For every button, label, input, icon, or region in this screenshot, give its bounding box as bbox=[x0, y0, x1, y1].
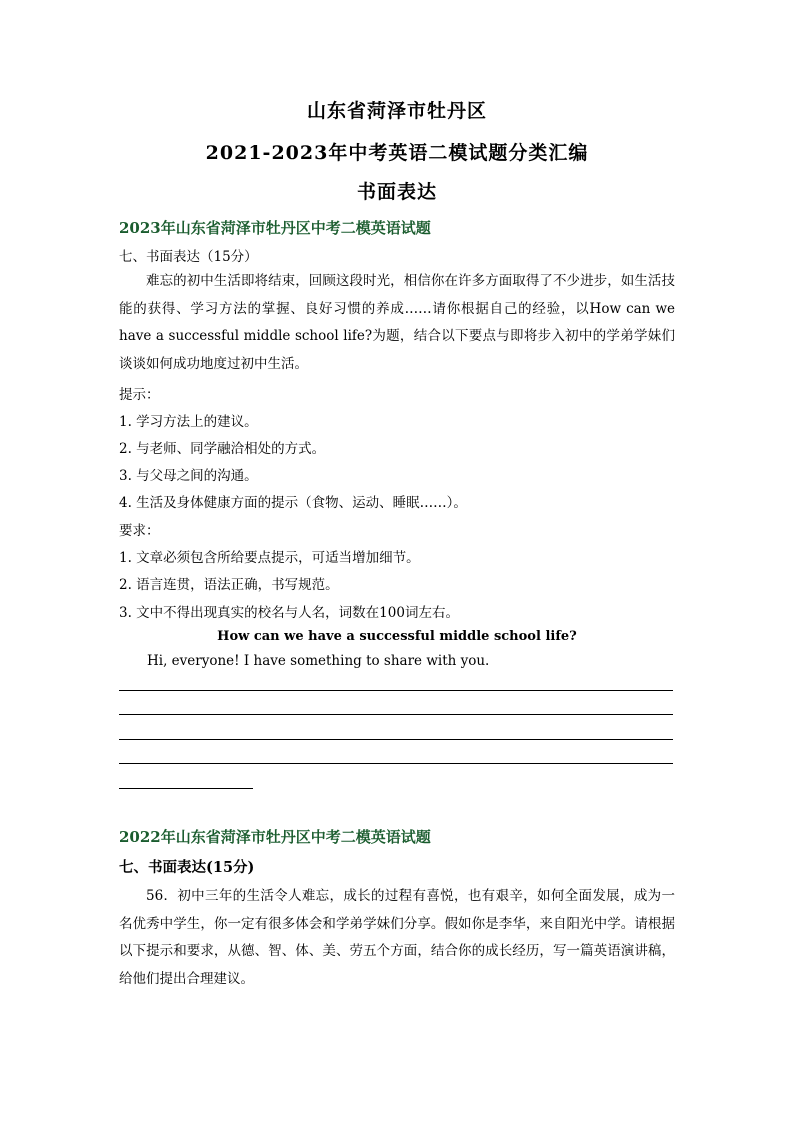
hints-label: 提示： bbox=[119, 387, 160, 403]
answer-line-short bbox=[119, 788, 253, 789]
essay-opening: Hi, everyone! I have something to share with you. bbox=[147, 653, 490, 669]
section-heading-2022: 2022年山东省菏泽市牡丹区中考二模英语试题 bbox=[119, 828, 431, 846]
hint-item: 2. 与老师、同学融洽相处的方式。 bbox=[119, 441, 326, 457]
answer-line bbox=[119, 714, 673, 715]
requirement-item: 3. 文中不得出现真实的校名与人名，词数在100词左右。 bbox=[119, 605, 459, 621]
requirement-item: 2. 语言连贯，语法正确，书写规范。 bbox=[119, 577, 339, 593]
prompt-2023: 难忘的初中生活即将结束，回顾这段时光，相信你在许多方面取得了不少进步，如生活技能的获得、学习方法的掌握、良好习惯的养成……请你根据自己的经验，以How can we have a successful middle school life?为题，结合以下要点与即将步入初中的学弟学妹们谈谈如何成功地度过初中生活。 bbox=[119, 273, 675, 372]
title-topic: 书面表达 bbox=[356, 181, 437, 203]
hint-item: 1. 学习方法上的建议。 bbox=[119, 414, 258, 430]
hint-item: 4. 生活及身体健康方面的提示（食物、运动、睡眠……）。 bbox=[119, 495, 467, 511]
prompt-2022: 56．初中三年的生活令人难忘，成长的过程有喜悦，也有艰辛，如何全面发展，成为一名优秀中学生，你一定有很多体会和学弟学妹们分享。假如你是李华，来自阳光中学。请根据以下提示和要求，从德、智、体、美、劳五个方面，结合你的成长经历，写一篇英语演讲稿，给他们提出合理建议。 bbox=[119, 888, 675, 987]
answer-line bbox=[119, 739, 673, 740]
essay-title: How can we have a successful middle school life? bbox=[217, 629, 577, 644]
answer-line bbox=[119, 763, 673, 764]
question-label-2023: 七、书面表达（15分） bbox=[119, 249, 258, 265]
section-heading-2023: 2023年山东省菏泽市牡丹区中考二模英语试题 bbox=[119, 219, 431, 237]
title-exam-collection: 2021-2023年中考英语二模试题分类汇编 bbox=[205, 142, 589, 164]
question-label-2022: 七、书面表达(15分) bbox=[119, 859, 255, 876]
requirements-label: 要求： bbox=[119, 523, 160, 539]
hint-item: 3. 与父母之间的沟通。 bbox=[119, 468, 258, 484]
answer-line bbox=[119, 690, 673, 691]
requirement-item: 1. 文章必须包含所给要点提示，可适当增加细节。 bbox=[119, 550, 420, 566]
title-region: 山东省菏泽市牡丹区 bbox=[306, 100, 487, 122]
